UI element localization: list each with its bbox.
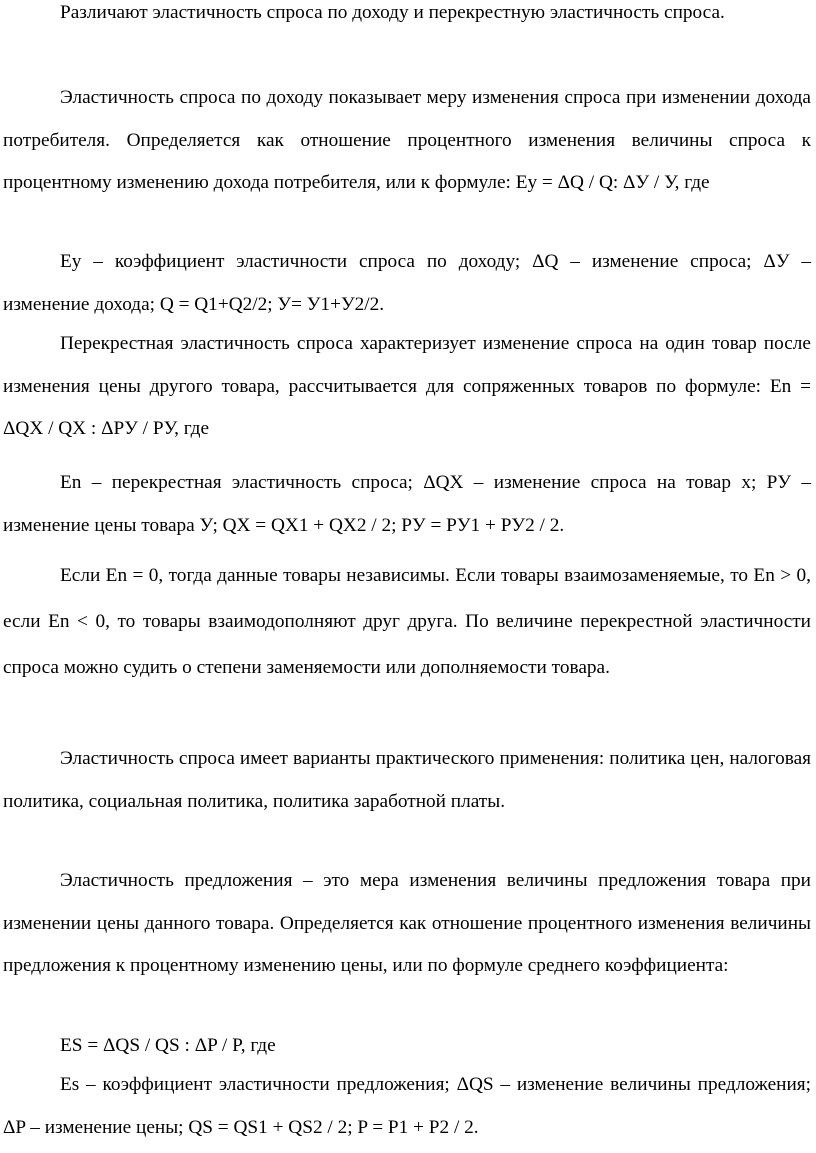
paragraph-supply-formula: ES = ΔQS / QS : ΔP / P, где [60, 1035, 276, 1056]
paragraph-cross-elasticity: Перекрестная эластичность спроса характеризует изменение спроса на один товар после изменения цены другого товара, рассчитывается для сопряженных товаров по формуле: En = ΔQX / QX : ΔPУ / PУ, где [3, 333, 811, 439]
paragraph-practical-use: Эластичность спроса имеет варианты практического применения: политика цен, налоговая политика, социальная политика, политика заработной платы. [3, 748, 811, 812]
paragraph-intro: Различают эластичность спроса по доходу и перекрестную эластичность спроса. [60, 2, 725, 23]
paragraph-income-elasticity: Эластичность спроса по доходу показывает меру изменения спроса при изменении дохода потребителя. Определяется как отношение процентного изменения величины спроса к процентному изменению дохода потребителя, или к формуле: Eу = ΔQ / Q: ΔУ / У, где [3, 87, 811, 193]
paragraph-cross-interpretation: Если En = 0, тогда данные товары независимы. Если товары взаимозаменяемые, то En > 0, если En < 0, то товары взаимодополняют друг друга. По величине перекрестной эластичности спроса можно судить о степени заменяемости или дополняемости товара. [3, 565, 811, 678]
paragraph-cross-legend: En – перекрестная эластичность спроса; ΔQX – изменение спроса на товар х; PУ – изменение цены товара У; QX = QX1 + QX2 / 2; PУ = PУ1 + PУ2 / 2. [3, 472, 811, 536]
paragraph-income-legend: Eу – коэффициент эластичности спроса по доходу; ΔQ – изменение спроса; ΔУ – изменение дохода; Q = Q1+Q2/2; У= У1+У2/2. [3, 251, 811, 315]
paragraph-supply-elasticity: Эластичность предложения – это мера изменения величины предложения товара при изменении цены данного товара. Определяется как отношение процентного изменения величины предложения к процентному изменению цены, или по формуле среднего коэффициента: [3, 870, 811, 976]
paragraph-supply-legend: Es – коэффициент эластичности предложения; ΔQS – изменение величины предложения; ΔP – изменение цены; QS = QS1 + QS2 / 2; P = P1 + P2 / 2. [3, 1074, 811, 1138]
